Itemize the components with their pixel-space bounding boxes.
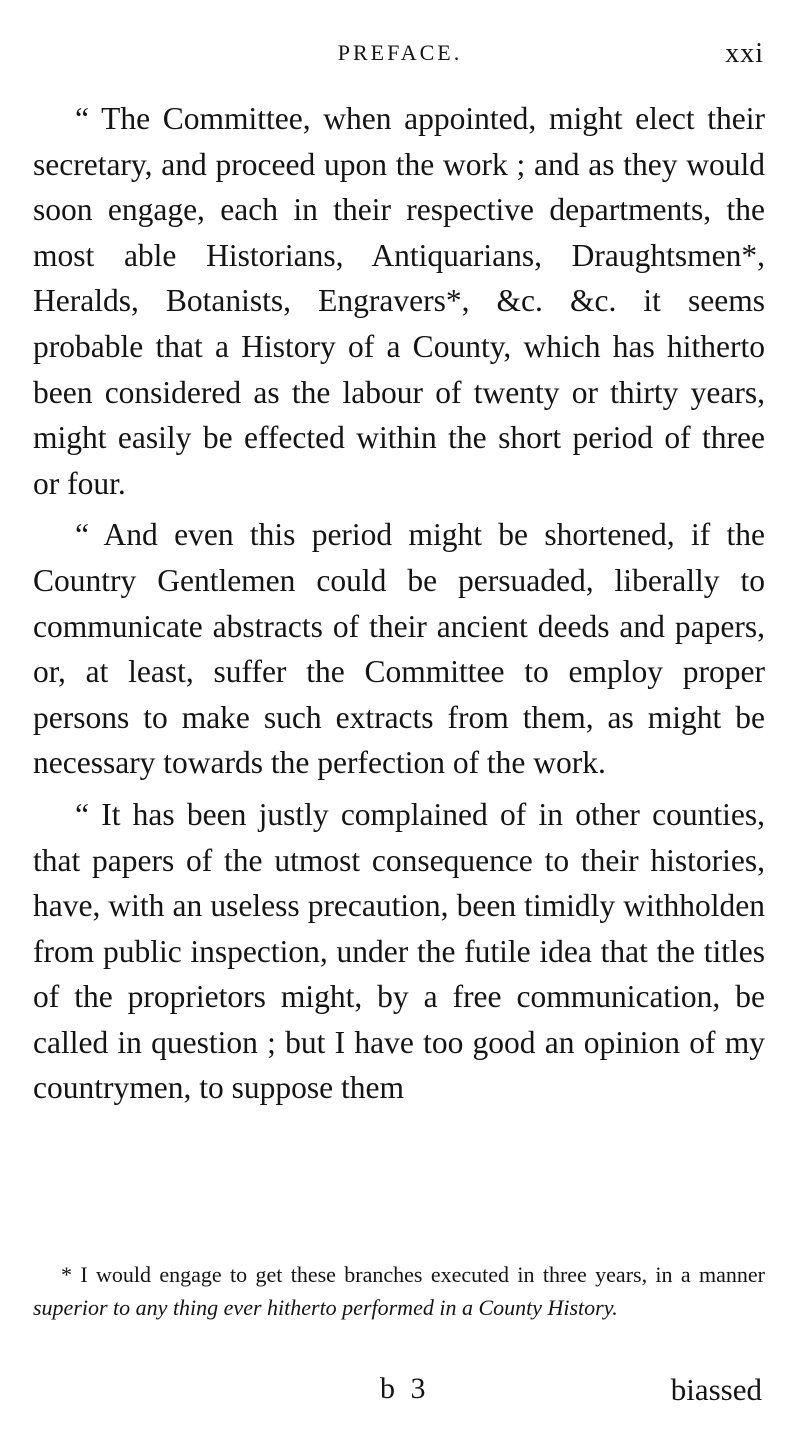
paragraph-2 xyxy=(33,512,765,786)
page-header xyxy=(0,40,800,80)
page-number: xxi xyxy=(725,38,764,69)
running-head: PREFACE. xyxy=(337,40,463,65)
catchword: biassed xyxy=(670,1372,762,1407)
paragraph-text: “ It has been justly complained of in other counties, that papers of the utmost consequence to their histories, have, with an useless precaution, been timidly withholden from public inspection, under the futile idea that the titles of the proprietors might, by a free communication, be called in question ; but I have too good an opinion of my countrymen, to suppose them xyxy=(33,796,765,1106)
paragraph-text: “ The Committee, when appointed, might elect their secretary, and proceed upon the work ; and as they would soon engage, each in their respective departments, the most able Historians, Antiquarians, Draughtsmen*, Heralds, Botanists, Engravers*, &c. &c. it seems probable that a History of a County, which has hitherto been considered as the labour of twenty or thirty years, might easily be effected within the short period of three or four. xyxy=(33,101,765,501)
footnote-lead: * I would engage to get these branches executed in three years, in a manner xyxy=(61,1262,765,1287)
body-text xyxy=(33,96,765,1117)
paragraph-1 xyxy=(33,96,765,506)
signature-mark: b 3 xyxy=(380,1372,430,1405)
page-footer xyxy=(0,1372,800,1412)
footnote-italic: superior to any thing ever hitherto performed in a County History. xyxy=(33,1295,618,1320)
footnote-area xyxy=(33,1258,765,1324)
paragraph-3 xyxy=(33,792,765,1111)
footnote xyxy=(33,1258,765,1324)
paragraph-text: “ And even this period might be shortened, if the Country Gentlemen could be persuaded, liberally to communicate abstracts of their ancient deeds and papers, or, at least, suffer the Committee to employ proper persons to make such extracts from them, as might be necessary towards the perfection of the work. xyxy=(33,517,765,781)
